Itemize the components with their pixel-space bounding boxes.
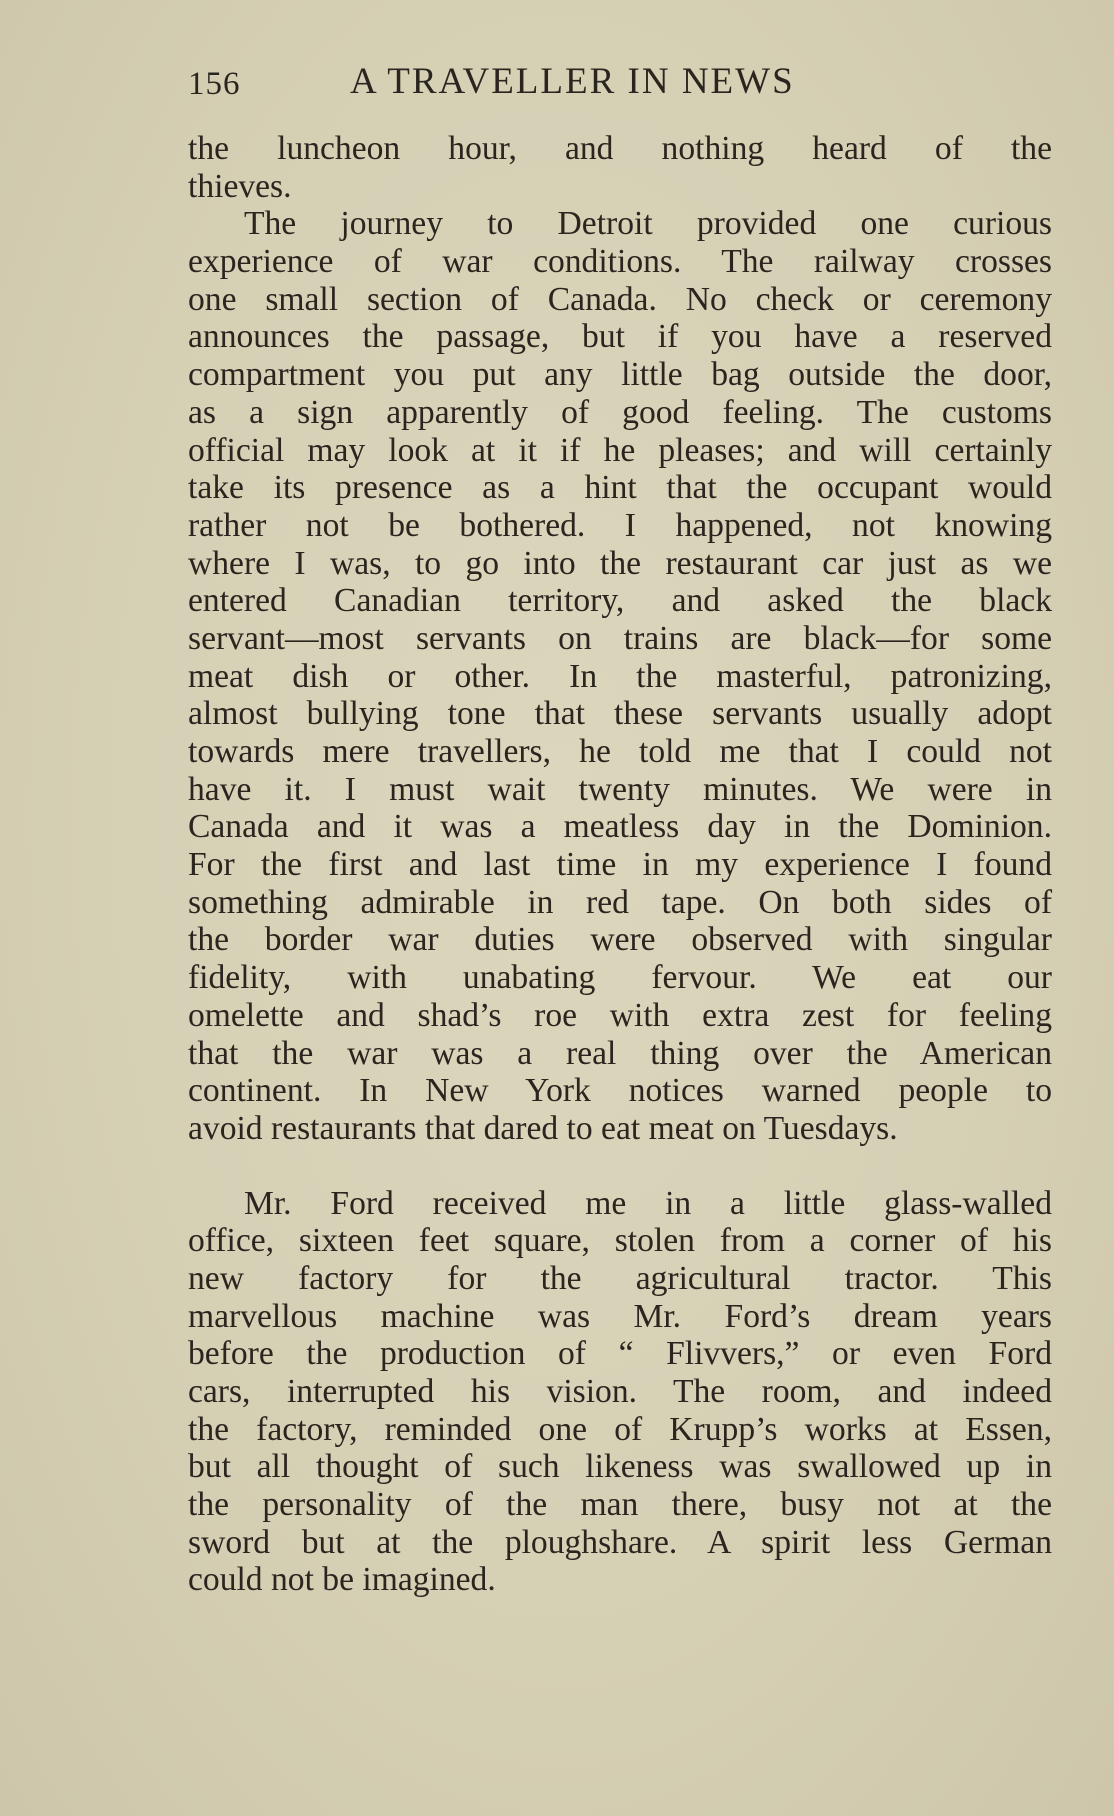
text-line: towards mere travellers, he told me that I could not: [188, 733, 1052, 770]
body-text: [188, 130, 1052, 1599]
text-line: thieves.: [188, 167, 292, 205]
text-line: one small section of Canada. No check or ceremony: [188, 280, 1052, 318]
text-line: avoid restaurants that dared to eat meat on Tuesdays.: [188, 1109, 898, 1147]
text-line: experience of war conditions. The railway crosses: [188, 243, 1052, 281]
text-line: the personality of the man there, busy not at the: [188, 1486, 1052, 1524]
text-line: Canada and it was a meatless day in the Dominion.: [188, 808, 1052, 846]
text-line: For the first and last time in my experience I found: [188, 846, 1052, 884]
text-line: where I was, to go into the restaurant car just as we: [188, 544, 1052, 582]
running-title: A TRAVELLER IN NEWS: [350, 61, 795, 102]
text-line: compartment you put any little bag outside the door,: [188, 356, 1052, 394]
text-line: almost bullying tone that these servants usually adopt: [188, 695, 1052, 733]
section-break: [188, 1148, 1052, 1185]
text-line: servant—most servants on trains are black—for some: [188, 619, 1052, 657]
text-line: announces the passage, but if you have a reserved: [188, 318, 1052, 356]
text-line: before the production of “ Flivvers,” or even Ford: [188, 1335, 1052, 1373]
text-line: entered Canadian territory, and asked the black: [188, 582, 1052, 620]
text-line: take its presence as a hint that the occupant would: [188, 469, 1052, 507]
text-line: continent. In New York notices warned people to: [188, 1072, 1052, 1110]
text-line: omelette and shad’s roe with extra zest for feeling: [188, 996, 1052, 1034]
paragraph-3: [188, 1185, 1052, 1600]
paragraph-1: [188, 130, 1052, 205]
text-line: rather not be bothered. I happened, not knowing: [188, 506, 1052, 544]
text-line: the luncheon hour, and nothing heard of the: [188, 130, 1052, 167]
text-line: that the war was a real thing over the American: [188, 1034, 1052, 1072]
text-line: as a sign apparently of good feeling. The customs: [188, 393, 1052, 431]
text-line: Mr. Ford received me in a little glass-walled: [244, 1184, 1052, 1222]
text-line: office, sixteen feet square, stolen from a corner of his: [188, 1222, 1052, 1260]
text-line: cars, interrupted his vision. The room, and indeed: [188, 1373, 1052, 1410]
text-line: have it. I must wait twenty minutes. We were in: [188, 770, 1052, 808]
text-line: the border war duties were observed with singular: [188, 921, 1052, 959]
text-line: the factory, reminded one of Krupp’s works at Essen,: [188, 1410, 1052, 1448]
text-line: fidelity, with unabating fervour. We eat our: [188, 959, 1052, 997]
text-line: sword but at the ploughshare. A spirit less German: [188, 1523, 1052, 1561]
text-line: but all thought of such likeness was swallowed up in: [188, 1448, 1052, 1486]
text-line: official may look at it if he pleases; and will certainly: [188, 431, 1052, 469]
text-line: The journey to Detroit provided one curious: [244, 205, 1052, 243]
text-line: could not be imagined.: [188, 1561, 496, 1599]
text-line: something admirable in red tape. On both sides of: [188, 883, 1052, 921]
page-number: 156: [188, 66, 241, 102]
text-line: meat dish or other. In the masterful, patronizing,: [188, 657, 1052, 695]
running-head: [188, 60, 1052, 110]
paragraph-2: [188, 205, 1052, 1147]
text-line: new factory for the agricultural tractor. This: [188, 1259, 1052, 1297]
text-line: marvellous machine was Mr. Ford’s dream years: [188, 1297, 1052, 1335]
book-page: [188, 60, 1052, 1599]
